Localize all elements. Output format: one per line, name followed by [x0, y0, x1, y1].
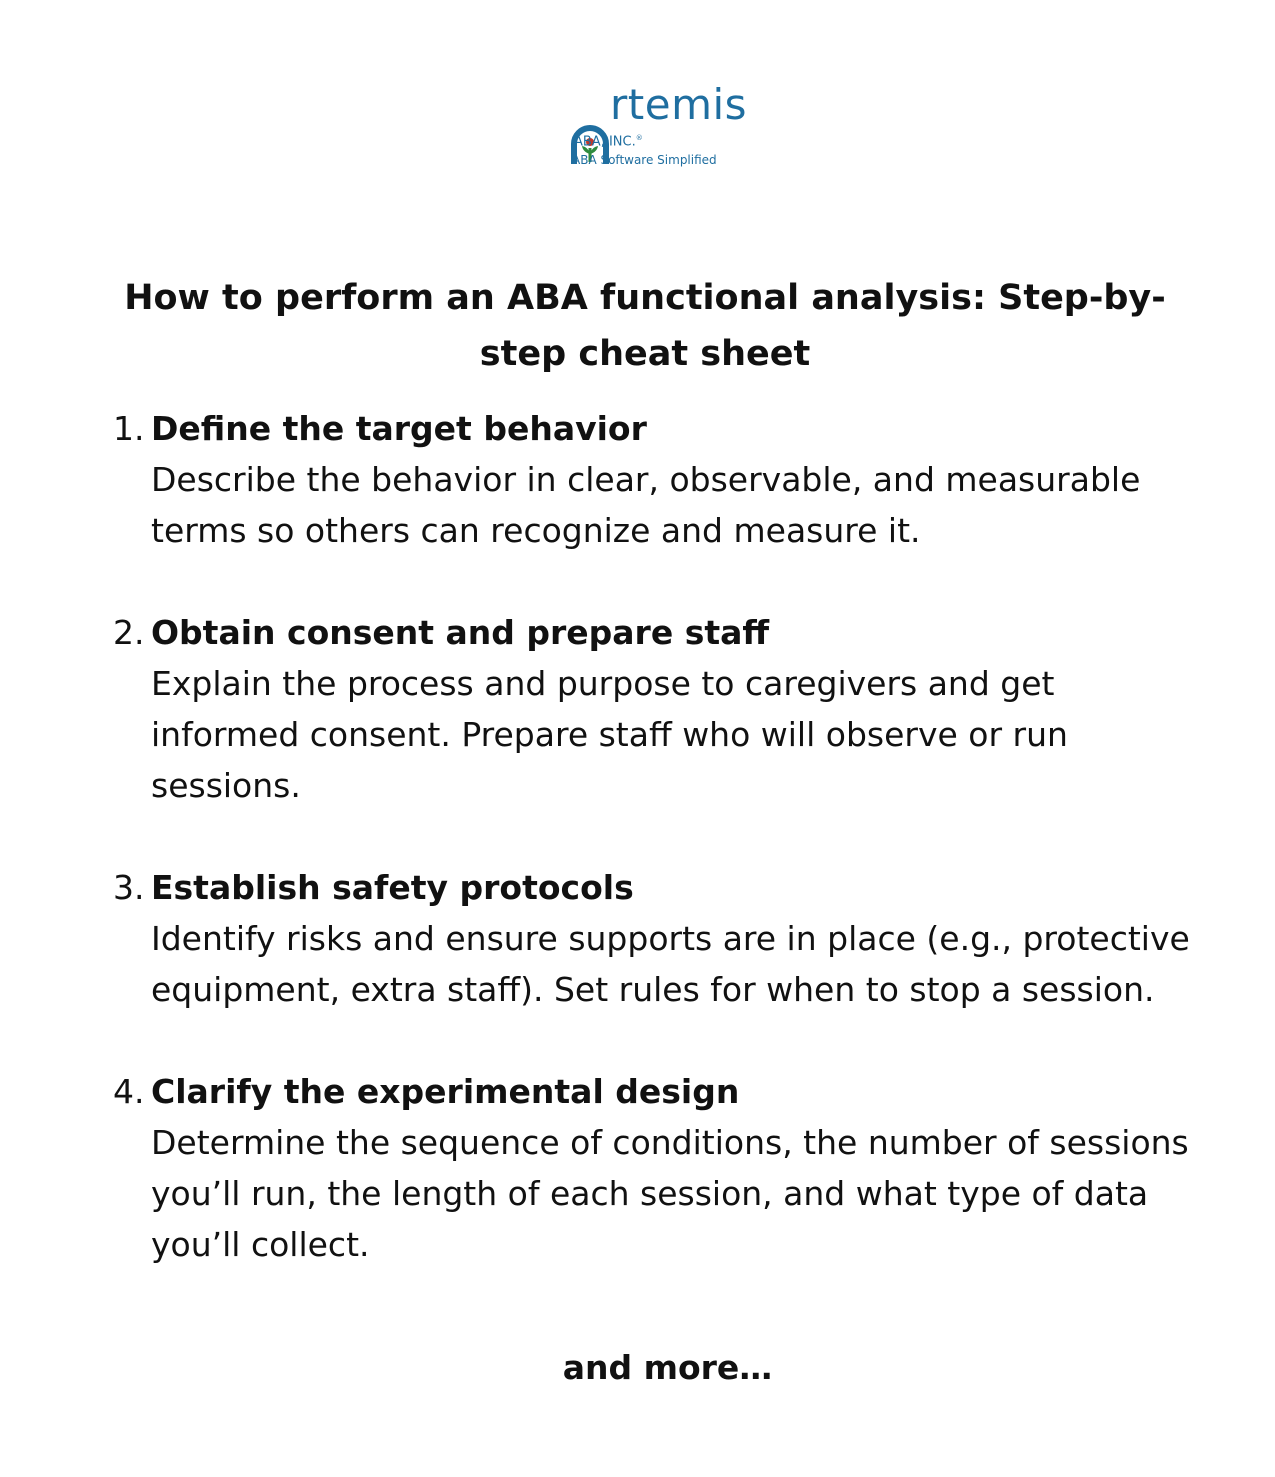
step-description: Identify risks and ensure supports are in place (e.g., protective equipment, extra staff). Set rules for when to stop a session.	[151, 919, 1190, 1009]
step-description: Determine the sequence of conditions, the number of sessions you’ll run, the length of each session, and what type of data you’ll collect.	[151, 1123, 1189, 1264]
step-number: 1.	[113, 409, 145, 448]
step-heading: Clarify the experimental design	[151, 1072, 740, 1111]
step-description: Describe the behavior in clear, observable, and measurable terms so others can recognize and measure it.	[151, 460, 1141, 550]
step-item	[110, 862, 1200, 1015]
step-heading: Obtain consent and prepare staff	[151, 613, 770, 652]
steps-list	[110, 403, 1200, 1321]
logo-tagline: ABA Software Simplified	[572, 153, 717, 167]
registered-mark: ®	[635, 134, 643, 142]
step-number: 2.	[113, 613, 145, 652]
step-item	[110, 1066, 1200, 1270]
step-heading: Define the target behavior	[151, 409, 647, 448]
step-item	[110, 607, 1200, 811]
logo-wordmark	[570, 80, 747, 130]
logo-company: ABA, INC.®	[574, 134, 643, 150]
step-heading: Establish safety protocols	[151, 868, 634, 907]
step-description: Explain the process and purpose to caregivers and get informed consent. Prepare staff who will observe or run sessions.	[151, 664, 1068, 805]
step-number: 3.	[113, 868, 145, 907]
step-number: 4.	[113, 1072, 145, 1111]
step-item	[110, 403, 1200, 556]
artemis-logo	[570, 80, 780, 175]
and-more-footer: and more…	[562, 1348, 773, 1387]
logo-brand-rest: rtemis	[610, 80, 748, 129]
page-title: How to perform an ABA functional analysis: Step-by-step cheat sheet	[124, 278, 1166, 374]
